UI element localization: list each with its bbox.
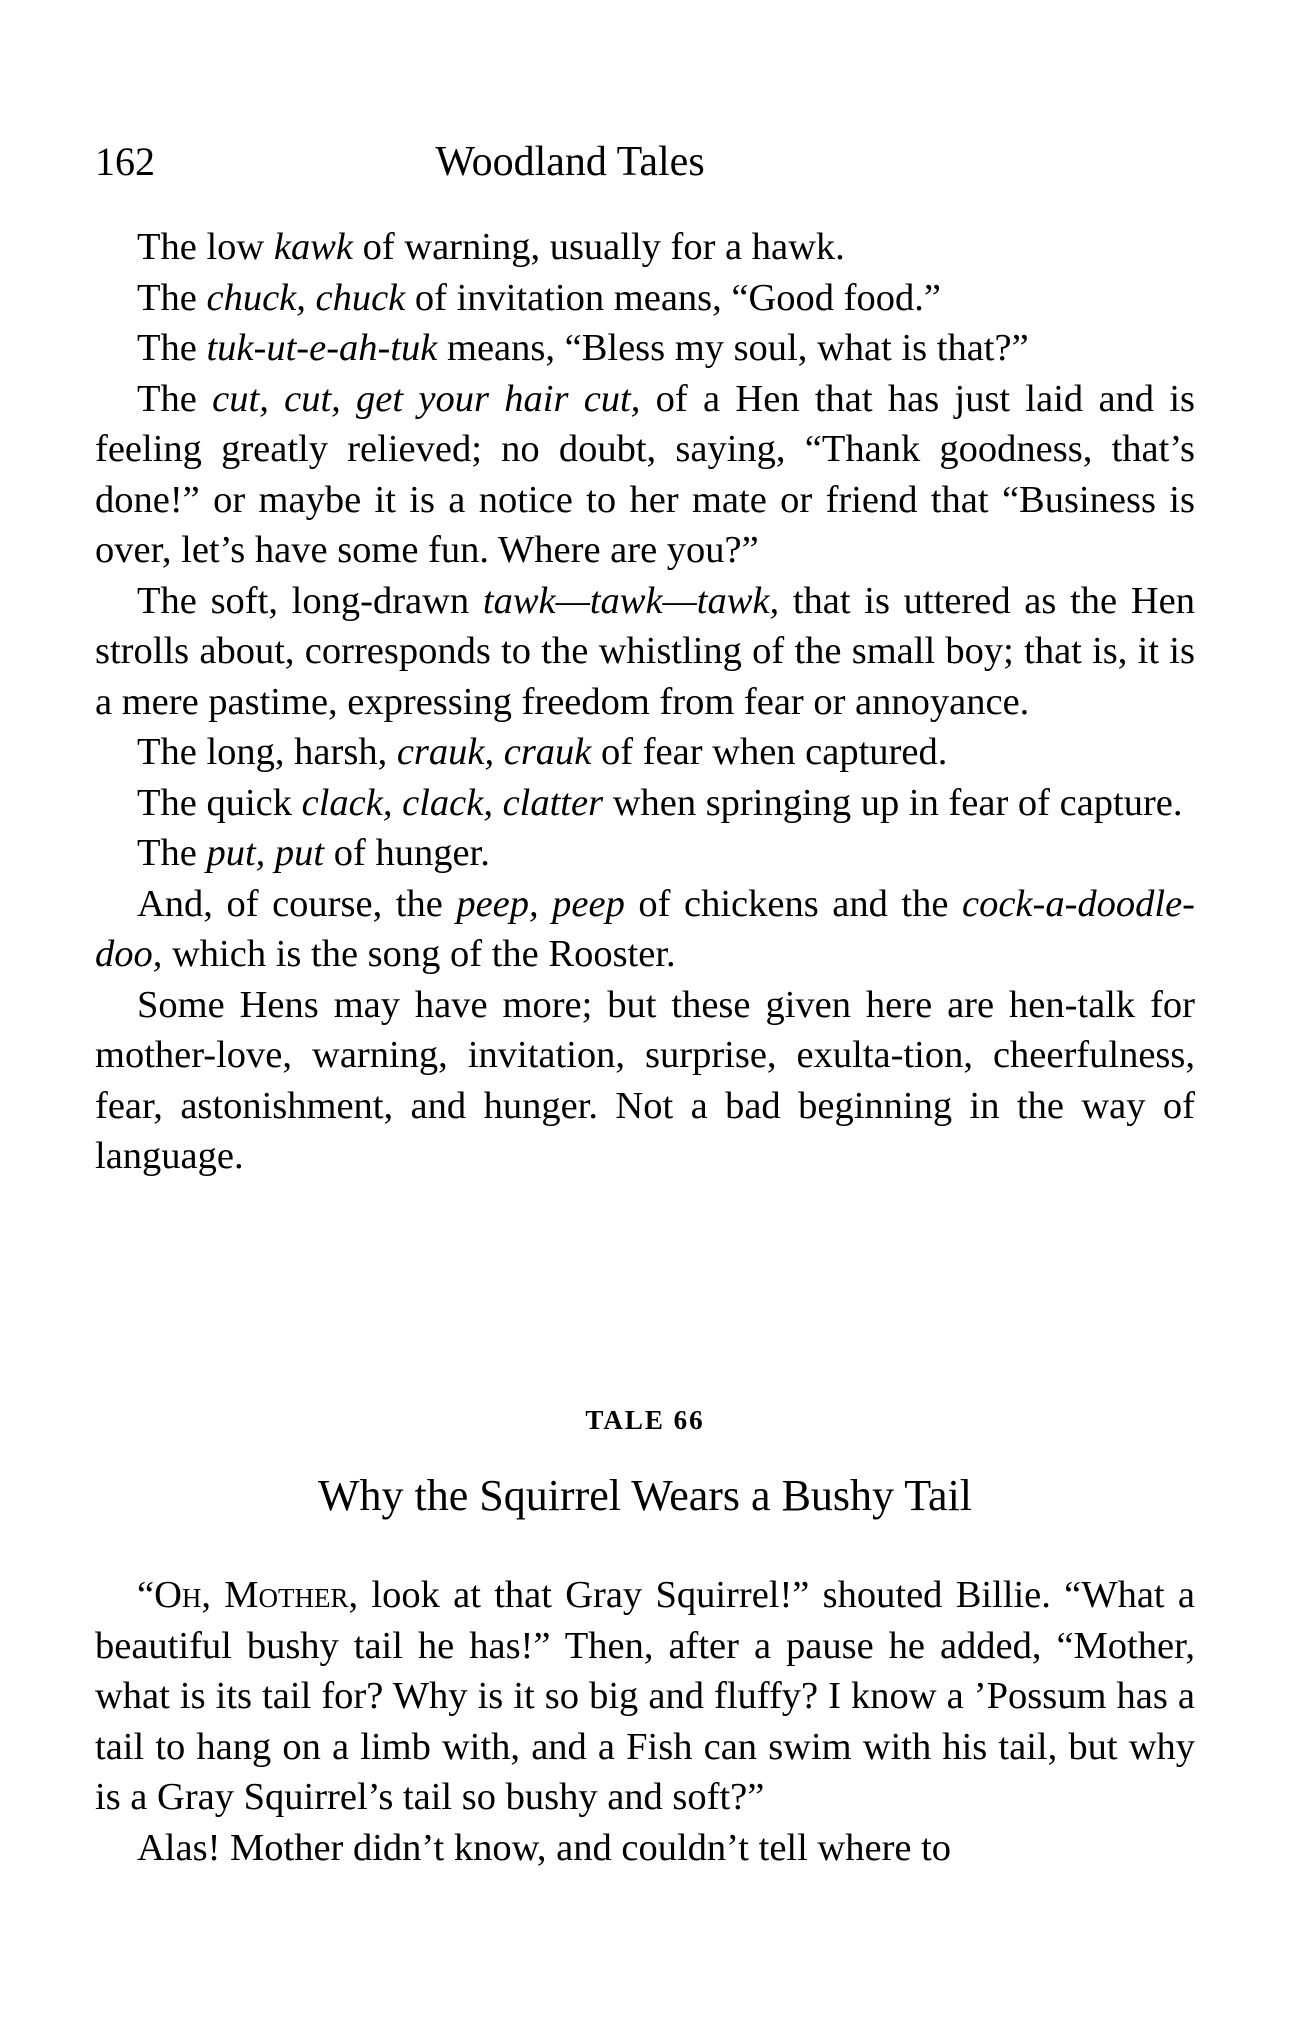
text-run: that is uttered as the Hen strolls about, corresponds to the whistling of the small boy; that is, it is a mere pastime, expressing freedom from fear or annoyance. xyxy=(95,579,1195,723)
text-run: of fear when captured. xyxy=(591,731,948,773)
text-run: which is the song of the Rooster. xyxy=(162,933,676,975)
text-run: The xyxy=(137,327,207,369)
text-run: The xyxy=(137,377,213,420)
text-run: of hunger. xyxy=(324,832,490,874)
text-run: of warning, usually for a hawk. xyxy=(352,226,845,268)
paragraph xyxy=(95,879,1195,980)
paragraph xyxy=(95,374,1195,576)
text-run: of chickens and the xyxy=(624,882,962,925)
text-run: The soft, long-drawn xyxy=(137,579,483,622)
text-run: of a Hen that has just laid and is feeling greatly relieved; no doubt, saying, “Thank goodness, that’s done!” or maybe it is a notice to her mate or friend that “Business is over, let’s have some fun. Where are you?” xyxy=(95,377,1196,571)
paragraph xyxy=(95,1823,1195,1874)
small-caps-text: “Oh, Mother, xyxy=(137,1574,359,1616)
text-run: Some Hens may have more; but these given here are hen-talk for mother-love, warning, invitation, surprise, exulta-tion, cheerfulness, fear, astonishment, and hunger. Not a bad beginning in the way of language. xyxy=(95,983,1195,1177)
italic-term: put, put xyxy=(206,832,325,874)
paragraph xyxy=(95,222,1195,273)
italic-term: tawk—tawk—tawk, xyxy=(482,579,780,622)
paragraph xyxy=(95,727,1195,778)
tale-text xyxy=(95,1570,1195,1873)
text-run: The xyxy=(137,832,207,874)
page-number: 162 xyxy=(95,139,155,184)
italic-term: chuck, chuck xyxy=(206,276,406,319)
text-run: The long, harsh, xyxy=(137,731,397,773)
text-run: The quick xyxy=(137,781,302,824)
italic-term: kawk xyxy=(273,226,353,268)
italic-term: clack, clack, clatter xyxy=(301,781,604,824)
text-run: Alas! Mother didn’t know, and couldn’t tell where to xyxy=(137,1826,952,1869)
text-run: The low xyxy=(137,226,274,268)
tale-label: TALE 66 xyxy=(585,1405,705,1435)
italic-term: crauk, crauk xyxy=(396,731,592,773)
paragraph xyxy=(95,1570,1195,1823)
text-run: The xyxy=(137,276,207,319)
paragraph xyxy=(95,273,1195,324)
body-text xyxy=(95,222,1195,1182)
italic-term: tuk-ut-e-ah-tuk xyxy=(206,327,438,369)
running-head: Woodland Tales xyxy=(435,139,705,185)
italic-term: peep, peep xyxy=(456,882,625,925)
paragraph xyxy=(95,576,1195,728)
italic-term: cut, cut, get your hair cut, xyxy=(212,377,641,420)
paragraph xyxy=(95,828,1195,879)
italic-term: cock-a-doodle-doo, xyxy=(95,882,1195,975)
text-run: And, of course, the xyxy=(137,882,457,925)
text-run: means, “Bless my soul, what is that?” xyxy=(437,327,1029,369)
text-run: look at that Gray Squirrel!” shouted Billie. “What a beautiful bushy tail he has!” Then, after a pause he added, “Mother, what is its tail for? Why is it so big and fluffy? I know a ’Possum has a tail to hang on a limb with, and a Fish can swim with his tail, but why is a Gray Squirrel’s tail so bushy and soft?” xyxy=(95,1574,1195,1818)
paragraph xyxy=(95,778,1195,829)
paragraph xyxy=(95,323,1195,374)
text-run: of invitation means, “Good food.” xyxy=(405,276,941,319)
text-run: when springing up in fear of capture. xyxy=(603,781,1183,824)
paragraph xyxy=(95,980,1195,1182)
tale-title: Why the Squirrel Wears a Bushy Tail xyxy=(317,1471,973,1520)
page-header xyxy=(95,138,1195,198)
